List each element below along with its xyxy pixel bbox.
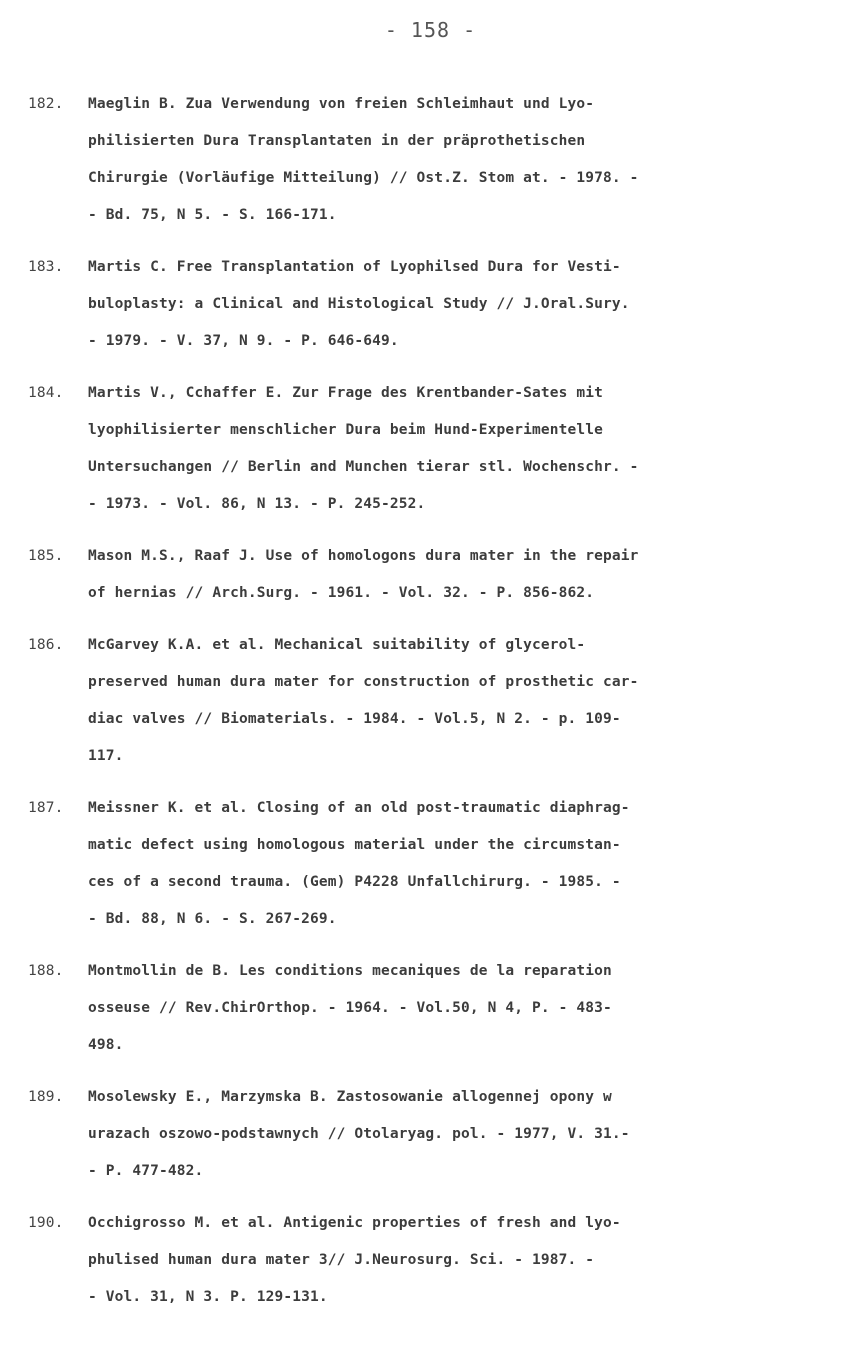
page-number: - 158 - [384,18,477,42]
reference-text-line: Mason M.S., Raaf J. Use of homologons dura mater in the repair [88,548,639,564]
reference-text-line: buloplasty: a Clinical and Histological Study // J.Oral.Sury. [88,296,630,312]
reference-number: 185. [28,548,64,564]
reference-entry [28,790,828,938]
reference-text-line: Meissner K. et al. Closing of an old post-traumatic diaphrag- [88,800,630,816]
reference-list [28,86,828,1331]
reference-number: 189. [28,1089,64,1105]
reference-entry [28,1205,828,1316]
reference-text-line: - Vol. 31, N 3. P. 129-131. [88,1289,328,1305]
reference-number: 183. [28,259,64,275]
reference-text-line: Martis C. Free Transplantation of Lyophilsed Dura for Vesti- [88,259,621,275]
reference-number: 190. [28,1215,64,1231]
reference-text-line: of hernias // Arch.Surg. - 1961. - Vol. 32. - P. 856-862. [88,585,595,601]
reference-text-line: Montmollin de B. Les conditions mecaniques de la reparation [88,963,612,979]
reference-text-line: Martis V., Cchaffer E. Zur Frage des Krentbander-Sates mit [88,385,604,401]
reference-text-line: - 1973. - Vol. 86, N 13. - P. 245-252. [88,496,426,512]
reference-entry [28,375,828,523]
reference-text-line: Mosolewsky E., Marzymska B. Zastosowanie allogennej opony w [88,1089,612,1105]
reference-text-line: preserved human dura mater for construction of prosthetic car- [88,674,639,690]
reference-entry [28,1079,828,1190]
reference-text-line: philisierten Dura Transplantaten in der präprothetischen [88,133,586,149]
reference-number: 187. [28,800,64,816]
reference-number: 188. [28,963,64,979]
reference-text-line: Maeglin B. Zua Verwendung von freien Schleimhaut und Lyo- [88,96,595,112]
reference-text-line: lyophilisierter menschlicher Dura beim Hund-Experimentelle [88,422,604,438]
reference-text-line: McGarvey K.A. et al. Mechanical suitability of glycerol- [88,637,586,653]
reference-text-line: urazach oszowo-podstawnych // Otolaryag. pol. - 1977, V. 31.- [88,1126,630,1142]
reference-text-line: - P. 477-482. [88,1163,204,1179]
reference-number: 182. [28,96,64,112]
reference-text-line: phulised human dura mater 3// J.Neurosurg. Sci. - 1987. - [88,1252,595,1268]
reference-entry [28,627,828,775]
reference-text-line: osseuse // Rev.ChirOrthop. - 1964. - Vol.50, N 4, P. - 483- [88,1000,612,1016]
reference-number: 184. [28,385,64,401]
reference-text-line: Chirurgie (Vorläufige Mitteilung) // Ost.Z. Stom at. - 1978. - [88,170,639,186]
reference-text-line: - Bd. 88, N 6. - S. 267-269. [88,911,337,927]
reference-text-line: 117. [88,748,124,764]
reference-entry [28,953,828,1064]
reference-text-line: matic defect using homologous material under the circumstan- [88,837,621,853]
reference-text-line: Occhigrosso M. et al. Antigenic properties of fresh and lyo- [88,1215,621,1231]
reference-entry [28,249,828,360]
reference-number: 186. [28,637,64,653]
reference-text-line: Untersuchangen // Berlin and Munchen tierar stl. Wochenschr. - [88,459,639,475]
reference-text-line: diac valves // Biomaterials. - 1984. - Vol.5, N 2. - p. 109- [88,711,621,727]
reference-text-line: 498. [88,1037,124,1053]
reference-text-line: - 1979. - V. 37, N 9. - P. 646-649. [88,333,399,349]
reference-entry [28,86,828,234]
reference-text-line: ces of a second trauma. (Gem) P4228 Unfallchirurg. - 1985. - [88,874,621,890]
reference-text-line: - Bd. 75, N 5. - S. 166-171. [88,207,337,223]
reference-entry [28,538,828,612]
